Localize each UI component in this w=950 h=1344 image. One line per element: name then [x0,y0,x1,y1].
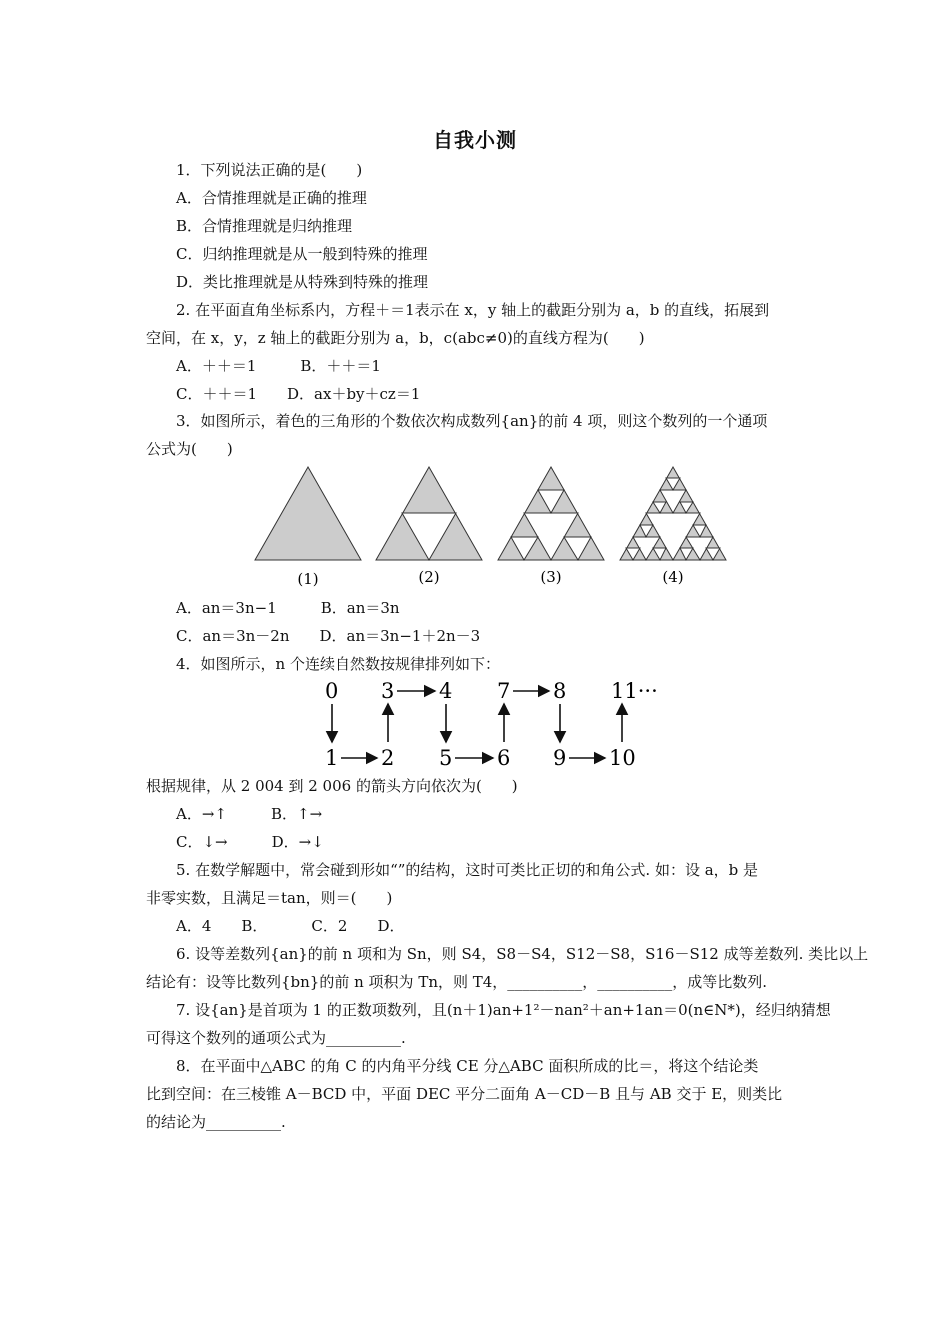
q5-stem-line2: 非零实数，且满足＝tan，则＝( ) [146,889,393,907]
q5-option-d: D． [377,917,405,935]
q2-stem-line2: 空间，在 x，y，z 轴上的截距分别为 a，b，c(abc≠0)的直线方程为( ) [146,329,645,347]
num-top-3: 3 [381,679,395,703]
figure-label-2: (2) [418,568,440,586]
sierpinski-figure [250,462,740,592]
q2-option-b: B．＋＋＝1 [300,357,381,375]
triangle-1 [255,467,361,560]
q1-stem: 1．下列说法正确的是( ) [176,161,363,179]
q5-stem-line1: 5. 在数学解题中，常会碰到形如“”的结构，这时可类比正切的和角公式. 如：设 a，b 是 [176,861,759,879]
num-bottom-2: 2 [381,746,395,770]
q8-line3: 的结论为__________. [146,1113,286,1131]
q8-line2: 比到空间：在三棱锥 A－BCD 中，平面 DEC 平分二面角 A－CD－B 且与 AB 交于 E，则类比 [146,1085,783,1103]
q1-option-d: D．类比推理就是从特殊到特殊的推理 [176,273,429,291]
q5-option-c: C．2 [311,917,348,935]
page-title: 自我小测 [433,128,517,152]
q6-line1: 6. 设等差数列{an}的前 n 项和为 Sn，则 S4，S8－S4，S12－S8，S16－S12 成等差数列. 类比以上 [176,945,869,963]
q3-stem-line1: 3．如图所示，着色的三角形的个数依次构成数列{an}的前 4 项，则这个数列的一个通项 [176,412,768,430]
q7-line1: 7. 设{an}是首项为 1 的正数项数列，且(n＋1)an+1²－nan²＋an+1an＝0(n∈N*)，经归纳猜想 [176,1001,831,1019]
q4-option-d: D．→↓ [271,833,324,851]
q2-option-c: C．＋＋＝1 [176,385,258,403]
q5-option-a: A．4 [176,917,212,935]
q2-options-row2 [176,384,838,404]
num-top-4: 4 [439,679,453,703]
num-top-0: 0 [325,679,339,703]
q2-option-d: D．ax＋by＋cz＝1 [287,385,421,403]
num-bottom-9: 9 [553,746,567,770]
q8-line1: 8．在平面中△ABC 的角 C 的内角平分线 CE 分△ABC 面积所成的比＝，将这个结论类 [176,1057,759,1075]
q1-option-a: A．合情推理就是正确的推理 [176,189,367,207]
num-bottom-1: 1 [325,746,339,770]
q3-options-row1 [176,598,838,618]
q7-line2: 可得这个数列的通项公式为__________. [146,1029,406,1047]
q4-options-row1 [176,804,838,824]
q1-option-c: C．归纳推理就是从一般到特殊的推理 [176,245,428,263]
q4-question: 根据规律，从 2 004 到 2 006 的箭头方向依次为( ) [146,777,518,795]
num-bottom-6: 6 [497,746,511,770]
q2-options-row1 [176,356,838,376]
q4-stem: 4．如图所示，n 个连续自然数按规律排列如下： [176,655,500,673]
figure-label-1: (1) [297,570,319,588]
q5-options [176,916,838,936]
num-top-7: 7 [497,679,511,703]
q3-option-b: B．an＝3n [320,599,400,617]
figure-label-3: (3) [540,568,562,586]
q4-option-b: B．↑→ [270,805,323,823]
figure-label-4: (4) [662,568,684,586]
q3-stem-line2: 公式为( ) [146,440,233,458]
q5-option-b: B． [241,917,268,935]
q3-options-row2 [176,626,838,646]
q4-option-c: C．↓→ [176,833,228,851]
q6-line2: 结论有：设等比数列{bn}的前 n 项积为 Tn，则 T4，__________，__________，成等比数列. [146,973,768,991]
num-bottom-5: 5 [439,746,453,770]
q4-option-a: A．→↑ [176,805,227,823]
q4-options-row2 [176,832,838,852]
num-bottom-10: 10 [609,746,636,770]
q2-stem-line1: 2. 在平面直角坐标系内，方程＋＝1表示在 x，y 轴上的截距分别为 a，b 的直线，拓展到 [176,301,770,319]
q3-option-c: C．an＝3n－2n [176,627,290,645]
q3-option-a: A．an＝3n−1 [176,599,277,617]
q2-option-a: A．＋＋＝1 [176,357,257,375]
number-arrow-figure [315,676,675,772]
q3-option-d: D．an＝3n−1＋2n－3 [319,627,481,645]
num-top-8: 8 [553,679,567,703]
num-top-11: 11··· [611,679,658,703]
q1-option-b: B．合情推理就是归纳推理 [176,217,353,235]
